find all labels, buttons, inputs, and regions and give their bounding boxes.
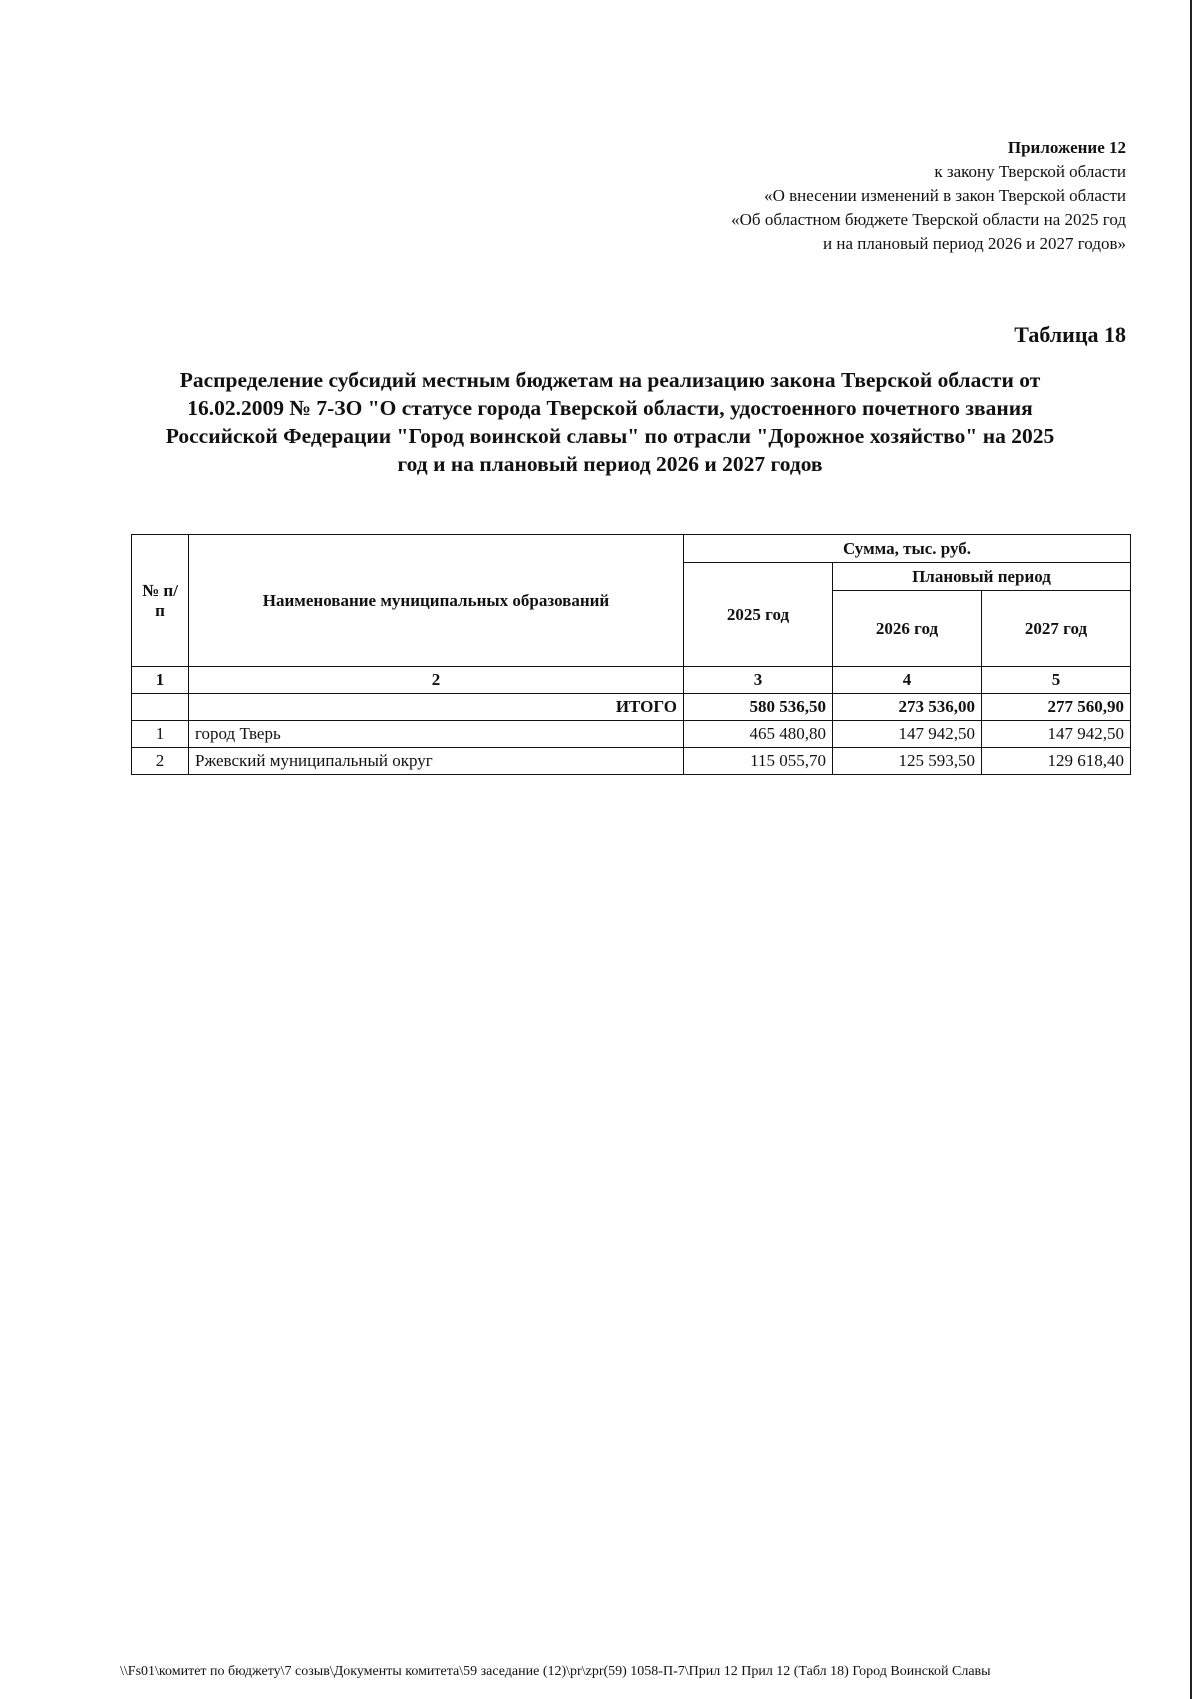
index-cell: 2 bbox=[189, 667, 684, 694]
heading-line: 16.02.2009 № 7-ЗО "О статусе города Тверской области, удостоенного почетного звания bbox=[187, 396, 1033, 420]
row-num: 1 bbox=[132, 721, 189, 748]
appendix-line: и на плановый период 2026 и 2027 годов» bbox=[823, 234, 1126, 253]
appendix-title: Приложение 12 bbox=[1007, 138, 1126, 157]
row-2027: 147 942,50 bbox=[982, 721, 1131, 748]
row-2027: 129 618,40 bbox=[982, 748, 1131, 775]
table-row bbox=[132, 748, 1131, 775]
index-cell: 5 bbox=[982, 667, 1131, 694]
total-2026: 273 536,00 bbox=[833, 694, 982, 721]
footer-file-path: \\Fs01\комитет по бюджету\7 созыв\Документы комитета\59 заседание (12)\pr\zpr(59) 1058-П-7\Прил 12 Прил 12 (Табл 18) Город Воинской Славы bbox=[120, 1664, 991, 1679]
index-row bbox=[132, 667, 1131, 694]
row-name: город Тверь bbox=[189, 721, 684, 748]
appendix-line: «Об областном бюджете Тверской области на 2025 год bbox=[731, 210, 1126, 229]
row-name: Ржевский муниципальный округ bbox=[189, 748, 684, 775]
table-row bbox=[132, 721, 1131, 748]
total-row bbox=[132, 694, 1131, 721]
header-2026: 2026 год bbox=[833, 591, 982, 667]
header-num: № п/п bbox=[132, 535, 189, 667]
index-cell: 3 bbox=[684, 667, 833, 694]
header-planned: Плановый период bbox=[833, 563, 1131, 591]
header-name: Наименование муниципальных образований bbox=[189, 535, 684, 667]
row-2025: 465 480,80 bbox=[684, 721, 833, 748]
index-cell: 4 bbox=[833, 667, 982, 694]
total-num-cell bbox=[132, 694, 189, 721]
document-heading bbox=[130, 366, 1090, 478]
table-number: Таблица 18 bbox=[1014, 322, 1126, 347]
appendix-block bbox=[731, 136, 1126, 256]
page-edge bbox=[1190, 0, 1192, 1699]
total-2027: 277 560,90 bbox=[982, 694, 1131, 721]
index-cell: 1 bbox=[132, 667, 189, 694]
total-label: ИТОГО bbox=[189, 694, 684, 721]
heading-line: год и на плановый период 2026 и 2027 годов bbox=[397, 452, 823, 476]
row-2026: 147 942,50 bbox=[833, 721, 982, 748]
subsidies-table bbox=[131, 534, 1131, 775]
heading-line: Российской Федерации "Город воинской славы" по отрасли "Дорожное хозяйство" на 2025 bbox=[165, 424, 1055, 448]
heading-line: Распределение субсидий местным бюджетам на реализацию закона Тверской области от bbox=[179, 368, 1041, 392]
row-2026: 125 593,50 bbox=[833, 748, 982, 775]
total-2025: 580 536,50 bbox=[684, 694, 833, 721]
header-sum: Сумма, тыс. руб. bbox=[684, 535, 1131, 563]
header-2025: 2025 год bbox=[684, 563, 833, 667]
row-num: 2 bbox=[132, 748, 189, 775]
appendix-line: «О внесении изменений в закон Тверской области bbox=[764, 186, 1126, 205]
appendix-line: к закону Тверской области bbox=[934, 162, 1126, 181]
row-2025: 115 055,70 bbox=[684, 748, 833, 775]
header-2027: 2027 год bbox=[982, 591, 1131, 667]
